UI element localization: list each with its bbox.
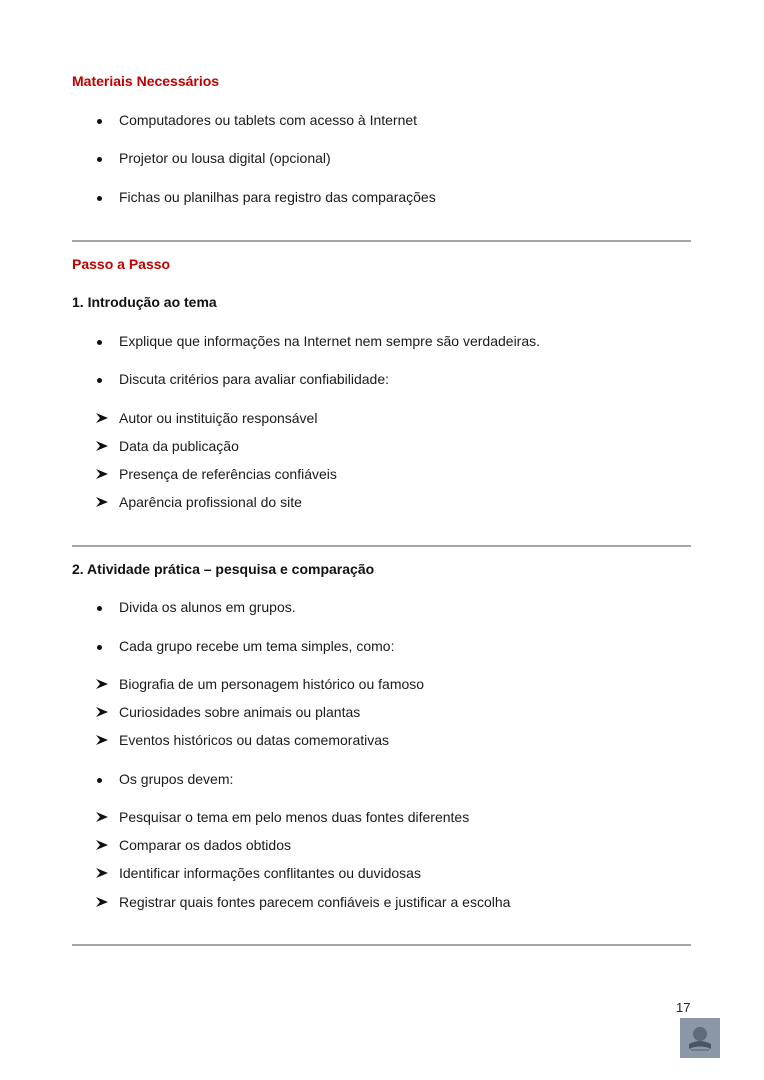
list-item: Presença de referências confiáveis [119, 466, 337, 482]
logo-icon [680, 1018, 720, 1058]
arrow-bullet-icon [95, 468, 109, 480]
materials-heading: Materiais Necessários [72, 73, 220, 89]
bullet-icon [97, 157, 102, 162]
section-divider [72, 240, 691, 242]
bullet-icon [97, 340, 102, 345]
arrow-bullet-icon [95, 896, 109, 908]
list-item: Comparar os dados obtidos [119, 837, 291, 853]
bullet-icon [97, 196, 102, 201]
bullet-icon [97, 606, 102, 611]
list-item: Fichas ou planilhas para registro das comparações [119, 189, 436, 205]
list-item: Aparência profissional do site [119, 494, 302, 510]
page-number: 17 [676, 1000, 691, 1015]
arrow-bullet-icon [95, 678, 109, 690]
arrow-bullet-icon [95, 440, 109, 452]
section-divider [72, 545, 691, 547]
list-item: Computadores ou tablets com acesso à Internet [119, 112, 417, 128]
list-item: Registrar quais fontes parecem confiáveis e justificar a escolha [119, 894, 510, 910]
list-item: Explique que informações na Internet nem sempre são verdadeiras. [119, 333, 540, 349]
list-item: Discuta critérios para avaliar confiabilidade: [119, 371, 389, 387]
section-divider [72, 944, 691, 946]
list-item: Identificar informações conflitantes ou duvidosas [119, 865, 421, 881]
bullet-icon [97, 778, 102, 783]
list-item: Projetor ou lousa digital (opcional) [119, 150, 331, 166]
list-item: Os grupos devem: [119, 771, 233, 787]
list-item: Biografia de um personagem histórico ou famoso [119, 676, 424, 692]
list-item: Pesquisar o tema em pelo menos duas fontes diferentes [119, 809, 469, 825]
arrow-bullet-icon [95, 734, 109, 746]
arrow-bullet-icon [95, 811, 109, 823]
list-item: Divida os alunos em grupos. [119, 599, 296, 615]
step1-title: 1. Introdução ao tema [72, 294, 217, 310]
list-item: Eventos históricos ou datas comemorativas [119, 732, 389, 748]
list-item: Data da publicação [119, 438, 239, 454]
arrow-bullet-icon [95, 706, 109, 718]
book-logo-icon [680, 1018, 720, 1058]
arrow-bullet-icon [95, 412, 109, 424]
list-item: Curiosidades sobre animais ou plantas [119, 704, 360, 720]
bullet-icon [97, 119, 102, 124]
steps-heading: Passo a Passo [72, 256, 171, 272]
arrow-bullet-icon [95, 867, 109, 879]
step2-title: 2. Atividade prática – pesquisa e comparação [72, 561, 375, 577]
list-item: Autor ou instituição responsável [119, 410, 317, 426]
bullet-icon [97, 645, 102, 650]
list-item: Cada grupo recebe um tema simples, como: [119, 638, 394, 654]
bullet-icon [97, 378, 102, 383]
arrow-bullet-icon [95, 496, 109, 508]
arrow-bullet-icon [95, 839, 109, 851]
